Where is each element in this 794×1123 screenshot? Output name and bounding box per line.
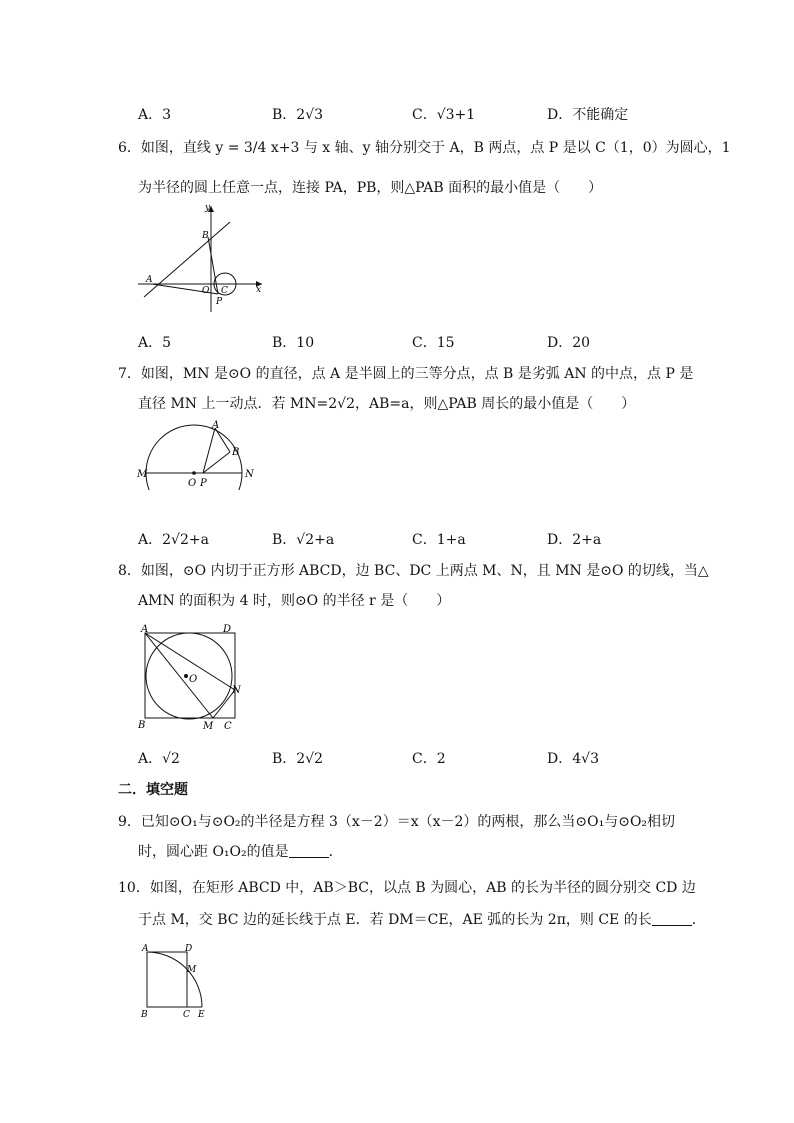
q8-figure [135, 620, 250, 735]
q7-option-c[interactable]: C．1+a [412, 532, 466, 548]
q8-center-dot [184, 674, 188, 678]
q7-label-n: N [245, 469, 254, 480]
q5-option-c[interactable]: C．√3+1 [412, 107, 476, 123]
q10-question-line2 [138, 910, 706, 930]
q6-figure [130, 200, 270, 320]
q7-center-dot [192, 471, 196, 475]
q8-label-b: B [138, 720, 146, 731]
q8-label-c: C [224, 721, 232, 732]
q6-option-b[interactable]: B．10 [272, 335, 315, 351]
q6-label-y: y [205, 203, 211, 213]
q5-option-b[interactable]: B．2√3 [272, 107, 324, 123]
q8-question-line2: AMN 的面积为 4 时，则⊙O 的半径 r 是（ ） [138, 593, 451, 609]
q6-label-o: O [202, 286, 210, 296]
q10-rectangle-abcd [147, 952, 187, 1007]
q10-figure [138, 940, 218, 1020]
q8-label-d: D [223, 624, 232, 635]
q8-segment-am [145, 633, 213, 718]
q6-label-b: B [202, 231, 209, 241]
q10-label-e: E [198, 1010, 205, 1020]
q10-answer-blank[interactable] [652, 911, 692, 926]
section-title-fill-blank: 二．填空题 [118, 782, 188, 798]
q7-question-line1: 7．如图，MN 是⊙O 的直径，点 A 是半圆上的三等分点，点 B 是劣弧 AN 的中点，点 P 是 [118, 366, 694, 382]
q8-label-a: A [141, 624, 149, 635]
q10-label-m: M [187, 965, 197, 975]
q9-question-line2 [138, 842, 343, 862]
q9-line2-end: ． [328, 844, 343, 860]
q8-question-line1: 8．如图，⊙O 内切于正方形 ABCD，边 BC、DC 上两点 M、N，且 MN 是⊙O 的切线，当△ [118, 563, 709, 579]
q6-label-x: x [256, 285, 262, 295]
q7-option-a[interactable]: A．2√2+a [138, 532, 209, 548]
q8-option-c[interactable]: C．2 [412, 751, 446, 767]
q7-label-o: O [188, 478, 197, 489]
q6-question-line2: 为半径的圆上任意一点，连接 PA，PB，则△PAB 面积的最小值是（ ） [138, 180, 603, 196]
q6-label-a: A [146, 275, 153, 285]
q9-line2-text: 时，圆心距 O₁O₂的值是 [138, 844, 289, 860]
q6-option-a[interactable]: A．5 [138, 335, 172, 351]
q10-label-a: A [142, 944, 149, 954]
q7-question-line2: 直径 MN 上一动点．若 MN=2√2，AB=a，则△PAB 周长的最小值是（ ） [138, 396, 636, 412]
q10-arc-ae [147, 952, 202, 1007]
q7-option-b[interactable]: B．√2+a [272, 532, 335, 548]
q8-option-a[interactable]: A．√2 [138, 751, 180, 767]
q8-label-n: N [232, 685, 241, 696]
q5-option-a[interactable]: A．3 [138, 107, 172, 123]
q6-option-c[interactable]: C．15 [412, 335, 455, 351]
q7-segment-pa [203, 428, 215, 473]
q9-answer-blank[interactable] [289, 843, 329, 858]
q6-line-ab [144, 222, 230, 297]
q6-segment-pb [208, 237, 218, 294]
q6-question-line1: 6．如图，直线 y = 3/4 x+3 与 x 轴、y 轴分别交于 A，B 两点，点 P 是以 C（1，0）为圆心，1 [118, 140, 731, 156]
q7-label-a: A [212, 420, 220, 431]
q7-label-p: P [200, 478, 207, 489]
q5-option-d[interactable]: D．不能确定 [547, 107, 629, 123]
q8-option-b[interactable]: B．2√2 [272, 751, 324, 767]
q9-question-line1: 9．已知⊙O₁与⊙O₂的半径是方程 3（x－2）＝x（x－2）的两根，那么当⊙O₁与⊙O₂相切 [118, 814, 676, 830]
q7-label-m: M [137, 469, 148, 480]
q7-label-b: B [232, 447, 240, 458]
q10-label-d: D [185, 944, 193, 954]
q7-option-d[interactable]: D．2+a [547, 532, 602, 548]
q6-option-d[interactable]: D．20 [547, 335, 591, 351]
q7-segment-pb [203, 452, 230, 473]
q8-label-m: M [203, 721, 214, 732]
q10-label-b: B [141, 1010, 148, 1020]
q10-line2-text: 于点 M，交 BC 边的延长线于点 E．若 DM＝CE，AE 弧的长为 2π，则 CE 的长 [138, 912, 652, 928]
q6-label-p: P [216, 297, 223, 307]
q6-label-c: C [221, 286, 228, 296]
q7-figure [135, 420, 260, 490]
q8-label-o: O [189, 674, 198, 685]
q10-question-line1: 10．如图，在矩形 ABCD 中，AB＞BC，以点 B 为圆心，AB 的长为半径的圆分别交 CD 边 [118, 880, 696, 896]
q7-segment-ab [215, 428, 230, 452]
q10-label-c: C [183, 1010, 190, 1020]
q10-line2-end: ． [691, 912, 706, 928]
q8-option-d[interactable]: D．4√3 [547, 751, 599, 767]
